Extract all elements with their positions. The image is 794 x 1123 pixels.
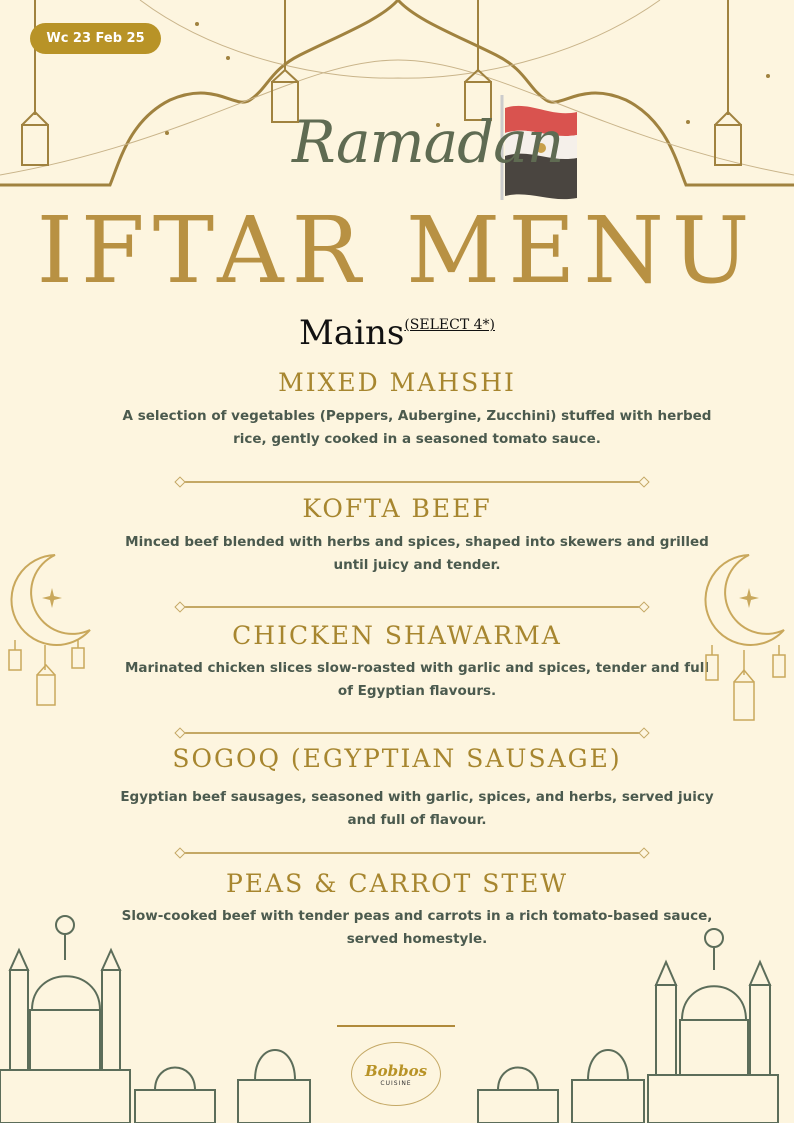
logo-name: Bobbos: [364, 1061, 428, 1080]
divider: [180, 481, 644, 483]
section-heading: [0, 313, 794, 353]
crescent-moon-icon: [694, 550, 794, 740]
dish-name: CHICKEN SHAWARMA: [232, 621, 562, 650]
divider: [180, 852, 644, 854]
dish-name: KOFTA BEEF: [302, 494, 492, 523]
page-title: IFTAR MENU: [36, 197, 758, 304]
divider: [180, 732, 644, 734]
dish-name: SOGOQ (EGYPTIAN SAUSAGE): [172, 744, 622, 773]
dish-description: Egyptian beef sausages, seasoned with garlic, spices, and herbs, served juicy and full of flavour.: [120, 789, 714, 828]
logo-sub: CUISINE: [380, 1079, 412, 1087]
dish-name: MIXED MAHSHI: [278, 368, 516, 397]
dish-name: PEAS & CARROT STEW: [225, 869, 569, 898]
dish-description: A selection of vegetables (Peppers, Aubergine, Zucchini) stuffed with herbed rice, gently cooked in a seasoned tomato sauce.: [122, 408, 712, 447]
section-title: Mains: [299, 313, 405, 353]
brand-logo: [351, 1042, 441, 1106]
select-note: (SELECT 4*): [404, 317, 495, 333]
date-badge: Wc 23 Feb 25: [30, 23, 161, 54]
dish-description: Slow-cooked beef with tender peas and carrots in a rich tomato-based sauce, served homestyle.: [121, 908, 713, 947]
footer-divider: [337, 1025, 455, 1027]
dish-description: Minced beef blended with herbs and spices, shaped into skewers and grilled until juicy and tender.: [125, 534, 709, 573]
dish-description: Marinated chicken slices slow-roasted with garlic and spices, tender and full of Egyptian flavours.: [124, 660, 709, 699]
script-title: Ramadan: [292, 108, 564, 176]
divider: [180, 606, 644, 608]
crescent-moon-icon: [0, 550, 100, 740]
